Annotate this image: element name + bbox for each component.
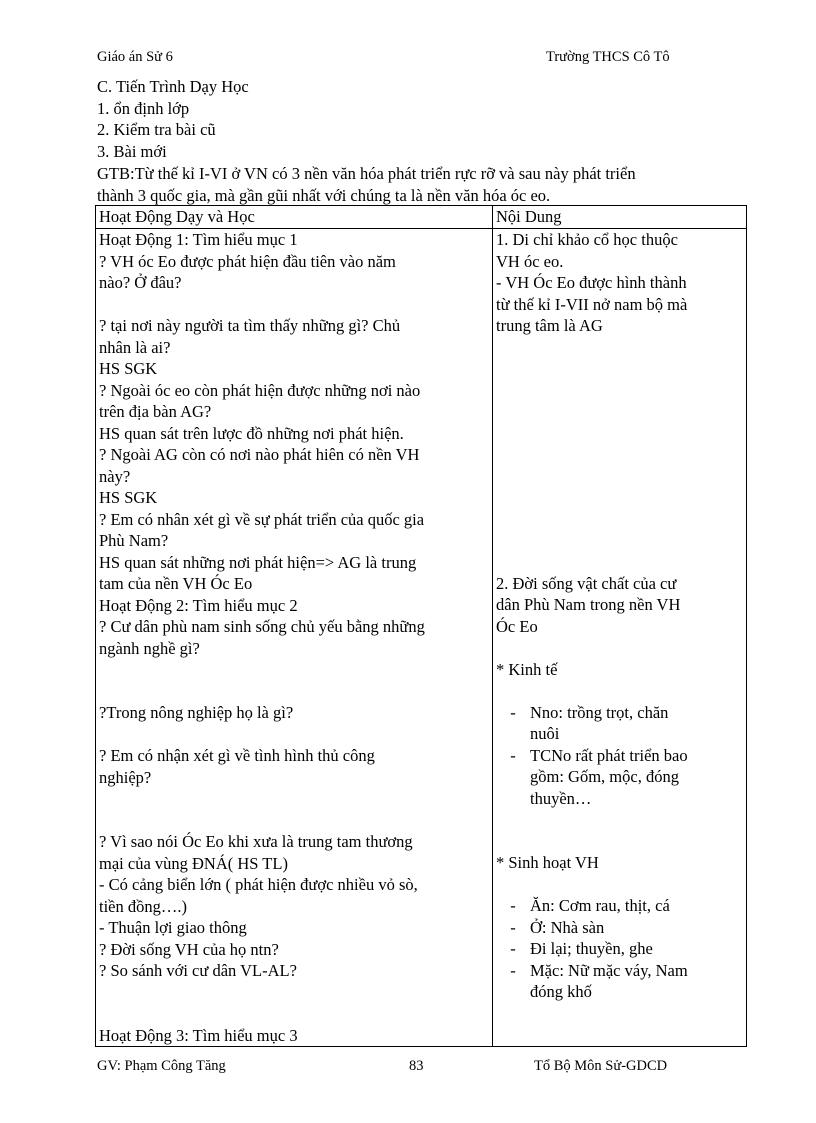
bullet-item: - Ở: Nhà sàn xyxy=(510,917,605,937)
activity-line: ? Ngoài AG còn có nơi nào phát hiên có nền VH xyxy=(99,445,420,464)
header-left: Giáo án Sử 6 xyxy=(97,49,173,65)
activity-line: tam của nền VH Óc Eo xyxy=(99,574,253,593)
bullet-item: - Nno: trồng trọt, chăn nuôi xyxy=(510,702,669,743)
activity-line: ? VH óc Eo được phát hiện đầu tiên vào năm xyxy=(99,251,396,271)
content-line: trung tâm là AG xyxy=(496,316,603,335)
activity-line: mại của vùng ĐNÁ( HS TL) xyxy=(99,853,288,873)
content-line: - VH Óc Eo được hình thành xyxy=(496,273,687,292)
activity-line: ? Cư dân phù nam sinh sống chủ yếu bằng những xyxy=(99,617,425,636)
content-line: 2. Đời sống vật chất của cư xyxy=(496,573,677,593)
content-line: * Kinh tế xyxy=(496,659,558,679)
activity-line: tiền đồng….) xyxy=(99,896,187,916)
section-heading: C. Tiến Trình Dạy Học xyxy=(97,77,249,96)
activity-line: nghiệp? xyxy=(99,767,152,787)
content-line: Óc Eo xyxy=(496,616,538,636)
activity-line: HS SGK xyxy=(99,359,158,378)
column-header-content: Nội Dung xyxy=(493,206,747,229)
content-line: 1. Di chỉ khảo cổ học thuộc xyxy=(496,230,678,249)
lesson-table xyxy=(95,205,747,1047)
footer-department: Tổ Bộ Môn Sử-GDCD xyxy=(534,1058,668,1074)
step-3: 3. Bài mới xyxy=(97,142,167,161)
bullet-item: - Đi lại; thuyền, ghe xyxy=(510,939,653,958)
activity-line: HS SGK xyxy=(99,488,158,507)
activity-line: Hoạt Động 3: Tìm hiểu mục 3 xyxy=(99,1025,298,1045)
activity-line: ?Trong nông nghiệp họ là gì? xyxy=(99,703,294,722)
content-line: dân Phù Nam trong nền VH xyxy=(496,595,681,614)
activity-line: ? So sánh với cư dân VL-AL? xyxy=(99,961,297,980)
activity-line: HS quan sát trên lược đồ những nơi phát hiện. xyxy=(99,423,404,443)
activity-line: ? Ngoài óc eo còn phát hiện được những nơi nào xyxy=(99,380,421,400)
intro-text-line-1: GTB:Từ thế kỉ I-VI ở VN có 3 nền văn hóa phát triển rực rỡ và sau này phát triển xyxy=(97,164,636,183)
activity-line: Hoạt Động 2: Tìm hiểu mục 2 xyxy=(99,595,298,615)
activity-line: ? Đời sống VH của họ ntn? xyxy=(99,939,279,959)
activity-line: Phù Nam? xyxy=(99,531,169,550)
content-line: * Sinh hoạt VH xyxy=(496,853,599,872)
activity-line: ngành nghề gì? xyxy=(99,638,200,658)
activity-line: nhân là ai? xyxy=(99,337,171,357)
activity-line: Hoạt Động 1: Tìm hiểu mục 1 xyxy=(99,230,298,249)
activities-cell xyxy=(96,229,493,1047)
activity-line: ? Em có nhân xét gì về sự phát triển của quốc gia xyxy=(99,509,425,529)
header-right: Trường THCS Cô Tô xyxy=(546,49,670,65)
activity-line: nào? Ở đâu? xyxy=(99,273,182,292)
page-number: 83 xyxy=(409,1058,424,1074)
activity-line: này? xyxy=(99,466,131,486)
intro-text-line-2: thành 3 quốc gia, mà gần gũi nhất với chúng ta là nền văn hóa óc eo. xyxy=(97,186,551,205)
bullet-item: - Ăn: Cơm rau, thịt, cá xyxy=(510,896,670,915)
activity-line: HS quan sát những nơi phát hiện=> AG là trung xyxy=(99,552,417,572)
activity-line: ? tại nơi này người ta tìm thấy những gì? Chủ xyxy=(99,316,401,335)
step-2: 2. Kiểm tra bài cũ xyxy=(97,120,216,139)
activity-line: ? Em có nhận xét gì về tình hình thủ công xyxy=(99,746,375,765)
content-line: từ thế kỉ I-VII nở nam bộ mà xyxy=(496,294,688,314)
content-cell xyxy=(493,229,747,1047)
content-line: VH óc eo. xyxy=(496,251,564,271)
column-header-activities: Hoạt Động Dạy và Học xyxy=(96,206,493,229)
step-1: 1. ổn định lớp xyxy=(97,99,190,118)
bullet-item: - Mặc: Nữ mặc váy, Nam đóng khố xyxy=(510,960,688,1001)
bullet-item: - TCNo rất phát triển bao gồm: Gốm, mộc, đóng thuyền… xyxy=(510,745,688,808)
activity-line: trên địa bàn AG? xyxy=(99,402,212,421)
activity-line: - Thuận lợi giao thông xyxy=(99,918,247,937)
activity-line: ? Vì sao nói Óc Eo khi xưa là trung tam thương xyxy=(99,832,413,851)
footer-teacher: GV: Phạm Công Tăng xyxy=(97,1058,226,1074)
activity-line: - Có cảng biển lớn ( phát hiện được nhiều vỏ sò, xyxy=(99,875,418,894)
